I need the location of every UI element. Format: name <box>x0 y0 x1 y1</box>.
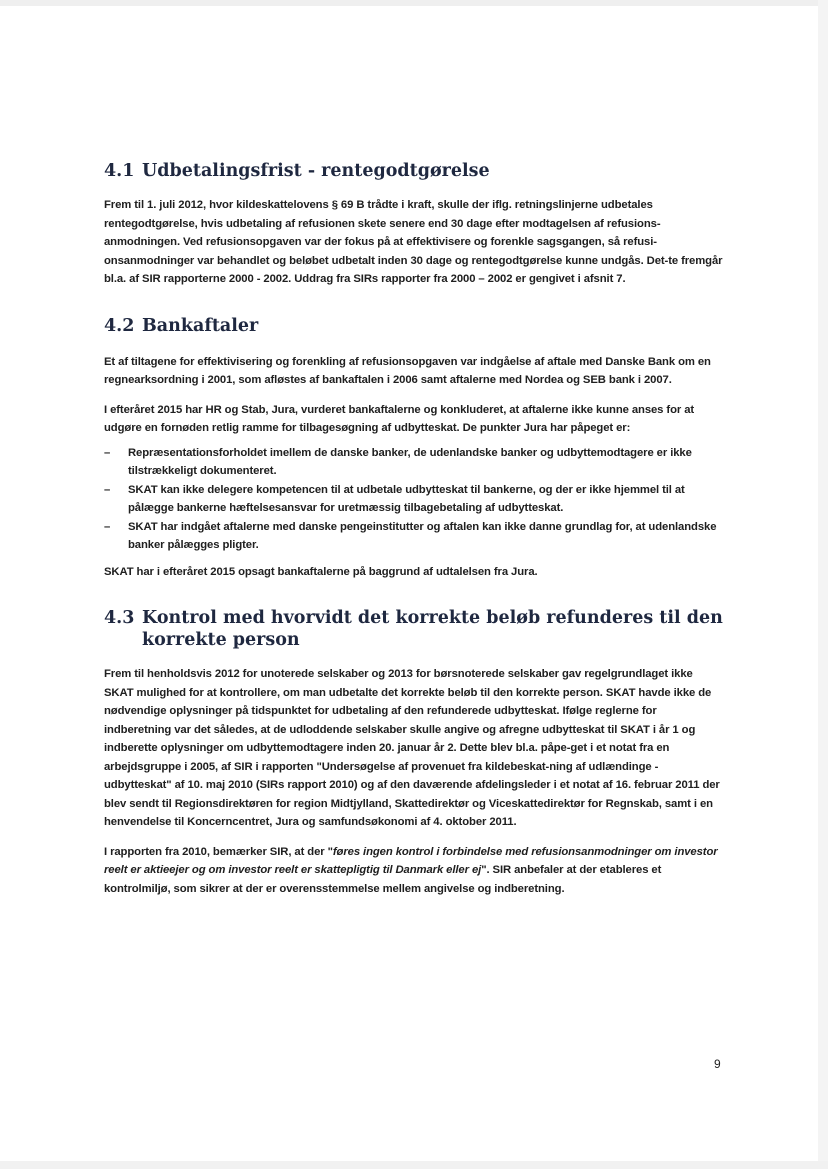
section-heading-4-3 <box>104 607 724 651</box>
list-item-text: SKAT har indgået aftalerne med danske pengeinstitutter og aftalen kan ikke danne grundlag for, at udenlandske banker pålægges pligter. <box>128 520 717 551</box>
page-number: 9 <box>714 1057 721 1071</box>
section-title: Udbetalingsfrist - rentegodtgørelse <box>142 161 490 181</box>
paragraph: SKAT har i efteråret 2015 opsagt bankaftalerne på baggrund af udtalelsen fra Jura. <box>104 565 538 578</box>
document-body <box>104 160 724 898</box>
scan-edge-bottom <box>0 1161 828 1169</box>
paragraph: Frem til 1. juli 2012, hvor kildeskattelovens § 69 B trådte i kraft, skulle der iflg. retningslinjerne udbetales rentegodtgørelse, hvis udbetaling af refusionen skete senere end 30 dage efter modtagelsen af refusions-anmodningen. Ved refusionsopgaven var der fokus på at effektivisere og forenkle sagsgangen, så refusi-onsanmodninger var behandlet og beløbet udbetalt inden 30 dage og rentegodtgørelse kunne undgås. Det-te fremgår bl.a. af SIR rapporterne 2000 - 2002. Uddrag fra SIRs rapporter fra 2000 – 2002 er gengivet i afsnit 7. <box>104 199 723 285</box>
paragraph-with-quote <box>104 843 724 899</box>
section-number: 4.2 <box>104 315 135 336</box>
dash-bullet-icon: – <box>104 446 111 459</box>
quoted-text: føres ingen kontrol i forbindelse med refusionsanmodninger om investor reelt er aktieejer og om investor reelt er skattepligtig til Danmark eller ej <box>104 845 718 876</box>
list-item-text: Repræsentationsforholdet imellem de danske banker, de udenlandske banker og udbyttemodtagere er ikke tilstrækkeligt dokumenteret. <box>128 446 692 477</box>
list-item <box>104 518 724 555</box>
dash-bullet-icon: – <box>104 483 111 496</box>
scan-edge-top <box>0 0 828 6</box>
list-item <box>104 481 724 518</box>
list-item-text: SKAT kan ikke delegere kompetencen til at udbetale udbytteskat til bankerne, og der er ikke hjemmel til at pålægge bankerne hæftelsesansvar for uretmæssig tilbagebetaling af udbytteskat. <box>128 483 685 514</box>
section-title: Kontrol med hvorvidt det korrekte beløb refunderes til den korrekte person <box>142 608 723 650</box>
quote-follow-up: ". SIR anbefaler at der etableres et kontrolmiljø, som sikrer at der er overensstemmelse mellem angivelse og indberetning. <box>104 864 662 895</box>
paragraph: Frem til henholdsvis 2012 for unoterede selskaber og 2013 for børsnoterede selskaber gav regelgrundlaget ikke SKAT mulighed for at kontrollere, om man udbetalte det korrekte beløb til den korrekte person. SKAT havde ikke de nødvendige oplysninger på tidspunktet for udbetaling af den refunderede udbytteskat. Ifølge reglerne for indberetning var det således, at de udloddende selskaber skulle angive og afregne udbytteskat til SKAT i år 1 og indberette oplysninger om udbyttemodtagere inden 20. januar år 2. Dette blev bl.a. påpe-get i et notat fra en arbejdsgruppe i 2005, af SIR i rapporten "Undersøgelse af provenuet fra kildebeskat-ning af udlændinge - udbytteskat" af 10. maj 2010 (SIRs rapport 2010) og af den daværende afdelingsleder i et notat af 16. februar 2011 der blev sendt til Regionsdirektøren for region Midtjylland, Skattedirektør og Viceskattedirektør for Regnskab, samt i en henvendelse til Koncerncentret, Jura og samfundsøkonomi af 4. oktober 2011. <box>104 668 720 828</box>
section-number: 4.3 <box>104 608 135 628</box>
section-heading-4-2 <box>104 315 724 337</box>
list-item <box>104 444 724 481</box>
section-title: Bankaftaler <box>142 315 259 336</box>
section-heading-4-1 <box>104 160 724 182</box>
paragraph: Et af tiltagene for effektivisering og forenkling af refusionsopgaven var indgåelse af aftale med Danske Bank om en regnearksordning i 2001, som afløstes af bankaftalen i 2006 samt aftalerne med Nordea og SEB bank i 2007. <box>104 355 711 386</box>
dash-bullet-icon: – <box>104 520 111 533</box>
section-number: 4.1 <box>104 161 135 181</box>
quote-lead-in: I rapporten fra 2010, bemærker SIR, at der " <box>104 845 333 858</box>
scan-edge-right <box>818 0 828 1169</box>
bullet-list <box>104 444 724 555</box>
paragraph: I efteråret 2015 har HR og Stab, Jura, vurderet bankaftalerne og konkluderet, at aftalerne ikke kunne anses for at udgøre en fornøden retlig ramme for tilbagesøgning af udbytteskat. De punkter Jura har påpeget er: <box>104 403 695 434</box>
